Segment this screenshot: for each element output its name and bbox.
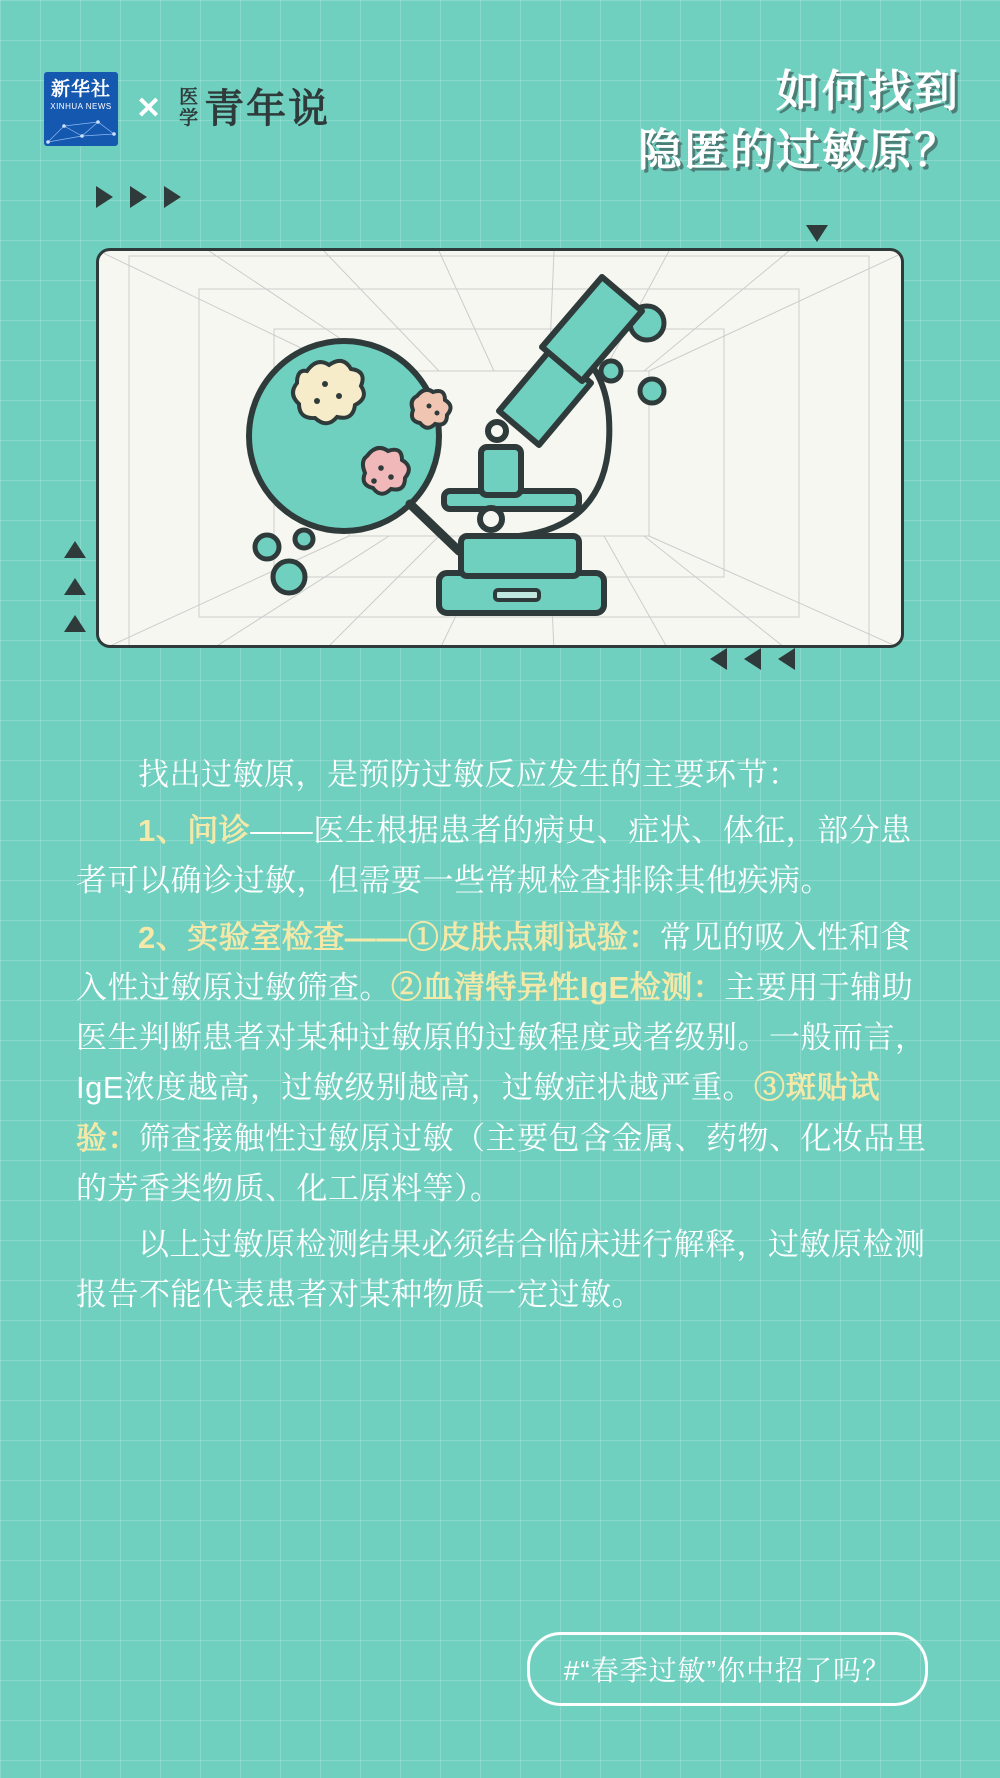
arrow-left-icon-3	[778, 648, 795, 670]
collab-cross-icon: ✕	[136, 92, 162, 125]
hashtag-pill[interactable]: #“春季过敏”你中招了吗？	[527, 1632, 928, 1706]
header	[44, 62, 960, 192]
arrow-right-icon-3	[164, 186, 181, 208]
paragraph-conclusion: 以上过敏原检测结果必须结合临床进行解释，过敏原检测报告不能代表患者对某种物质一定过敏。	[76, 1226, 926, 1313]
partner-logo-line1: 医	[179, 87, 199, 109]
partner-logo-line2: 学	[179, 108, 199, 129]
arrow-down-icon-1	[806, 225, 828, 242]
xinhua-logo-cn: 新华社	[50, 79, 111, 100]
arrow-right-icon-1	[96, 186, 113, 208]
step-2-label: 2、实验室检查	[138, 919, 345, 955]
step-2b-label: ②血清特异性IgE检测：	[391, 969, 725, 1005]
article-body	[76, 750, 930, 1326]
arrow-up-icon-2	[64, 578, 86, 595]
arrow-left-icon-1	[710, 648, 727, 670]
page-title	[638, 62, 960, 181]
paragraph-step-2	[76, 913, 930, 1214]
arrow-up-icon-1	[64, 541, 86, 558]
network-graphic-icon	[44, 116, 118, 146]
xinhua-logo	[44, 72, 118, 146]
step-2c-text: 筛查接触性过敏原过敏（主要包含金属、药物、化妆品里的芳香类物质、化工原料等）。	[76, 1120, 927, 1206]
xinhua-logo-en: XINHUA NEWS	[50, 102, 112, 111]
step-2a-text: 常见的吸入性和食入性过敏原过敏筛查。	[76, 919, 912, 1005]
step-1-label: 1、问诊	[138, 813, 251, 849]
paragraph-intro: 找出过敏原，是预防过敏反应发生的主要环节：	[138, 757, 800, 792]
partner-logo-name: 青年说	[204, 87, 331, 131]
step-2b-text: 主要用于辅助医生判断患者对某种过敏原的过敏程度或者级别。一般而言，IgE浓度越高，过敏级别越高，过敏症状越严重。	[76, 969, 927, 1106]
arrow-right-icon-2	[130, 186, 147, 208]
page-title-line1: 如何找到	[776, 67, 960, 116]
step-2a-label: ——①皮肤点刺试验：	[344, 919, 660, 955]
paragraph-step-1	[76, 806, 930, 906]
arrow-left-icon-2	[744, 648, 761, 670]
illustration-frame	[96, 248, 904, 648]
page-title-line2: 隐匿的过敏原？	[638, 126, 960, 176]
brand-lockup	[44, 72, 330, 146]
step-1-text: ——医生根据患者的病史、症状、体征，部分患者可以确诊过敏，但需要一些常规检查排除其他疾病。	[76, 813, 912, 899]
partner-logo	[179, 88, 330, 130]
arrow-up-icon-3	[64, 615, 86, 632]
illustration	[96, 248, 904, 648]
microscope-scene-icon	[99, 251, 904, 648]
step-2c-label: ③斑贴试验：	[76, 1070, 881, 1156]
